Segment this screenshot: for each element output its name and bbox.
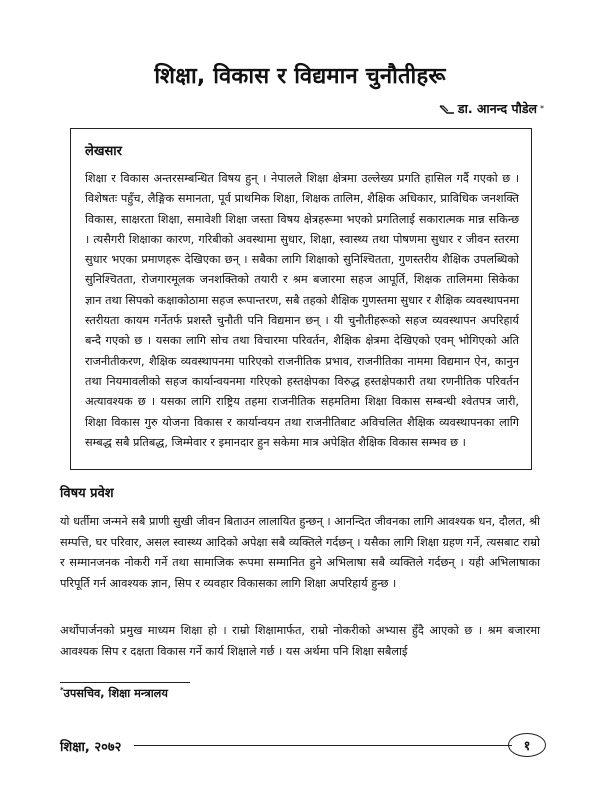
body-paragraph: यो धर्तीमा जन्मने सबै प्राणी सुखी जीवन बिताउन लालायित हुन्छन् । आनन्दित जीवनका लागि आवश्यक धन, दौलत, श्री सम्पत्ति, घर परिवार, असल स्वास्थ्य आदिको अपेक्षा सबै व्यक्तिले गर्दछन् । यसैका लागि शिक्षा ग्रहण गर्ने, त्यसबाट राम्रो र सम्मानजनक नोकरी गर्ने तथा सामाजिक रूपमा सम्मानित हुने अभिलाषा सबै व्यक्तिले गर्दछन् । यही अभिलाषाका परिपूर्ति गर्न आवश्यक ज्ञान, सिप र व्यवहार विकासका लागि शिक्षा अपरिहार्य हुन्छ ।: [60, 515, 540, 590]
abstract-heading: लेखसार: [85, 144, 122, 159]
section-heading-intro: विषय प्रवेश: [60, 486, 114, 501]
page-number-badge: [508, 733, 546, 757]
page-number: १: [523, 739, 531, 754]
author-line: [439, 100, 544, 117]
article-title: शिक्षा, विकास र विद्यमान चुनौतीहरू: [154, 64, 446, 89]
body-paragraph: अर्थोपार्जनको प्रमुख माध्यम शिक्षा हो । राम्रो शिक्षामार्फत, राम्रो नोकरीको अभ्यास हुँदै आएको छ । श्रम बजारमा आवश्यक सिप र दक्षता विकास गर्ने कार्य शिक्षाले गर्छ । यस अर्थमा पनि शिक्षा सबैलाई: [60, 624, 540, 658]
abstract-box: [70, 128, 532, 470]
pen-icon: [439, 103, 455, 115]
footer-journal-name: शिक्षा, २०७२: [60, 740, 122, 755]
footnote-text: उपसचिव, शिक्षा मन्त्रालय: [63, 687, 168, 700]
author-name: डा. आनन्द पौडेल: [457, 101, 537, 116]
footnote-mark: *: [60, 686, 64, 695]
footnote: [60, 686, 168, 701]
abstract-text: शिक्षा र विकास अन्तरसम्बन्धित विषय हुन् । नेपालले शिक्षा क्षेत्रमा उल्लेख्य प्रगति हासिल गर्दै गएको छ । विशेषतः पहुँच, लैङ्गिक समानता, पूर्व प्राथमिक शिक्षा, शिक्षक तालिम, शैक्षिक अधिकार, प्राविधिक जनशक्ति विकास, साक्षरता शिक्षा, समावेशी शिक्षा जस्ता विषय क्षेत्रहरूमा भएको प्रगतिलाई सकारात्मक मान्न सकिन्छ । त्यसैगरी शिक्षाका कारण, गरिबीको अवस्थामा सुधार, शिक्षा, स्वास्थ्य तथा पोषणमा सुधार र जीवन स्तरमा सुधार भएका प्रमाणहरू देखिएका छन् । सबैका लागि शिक्षाको सुनिश्चितता, गुणस्तरीय शैक्षिक उपलब्धिको सुनिश्चितता, रोजगारमूलक जनशक्तिको तयारी र श्रम बजारमा सहज आपूर्ति, शिक्षक तालिममा सिकेका ज्ञान तथा सिपको कक्षाकोठामा सहज रूपान्तरण, सबै तहको शैक्षिक गुणस्तमा सुधार र शैक्षिक व्यवस्थापनमा स्तरीयता कायम गर्नेतर्फ प्रशस्तै चुनौती पनि विद्यमान छन् । यी चुनौतीहरूको सहज व्यवस्थापन अपरिहार्य बन्दै गएको छ । यसका लागि सोच तथा विचारमा परिवर्तन, शैक्षिक क्षेत्रमा देखिएको एवम् भोगिएको अति राजनीतीकरण, शैक्षिक व्यवस्थापनमा पारिएको राजनीतिक प्रभाव, राजनीतिका नाममा विद्यमान ऐन, कानुन तथा नियमावलीको सहज कार्यान्वयनमा गरिएको हस्तक्षेपका विरुद्ध हस्तक्षेपकारी तथा रणनीतिक परिवर्तन अत्यावश्यक छ । यसका लागि राष्ट्रिय तहमा राजनीतिक सहमतिमा शिक्षा विकास सम्बन्धी श्वेतपत्र जारी, शिक्षा विकास गुरु योजना विकास र कार्यान्वयन तथा राजनीतिबाट अविचलित शैक्षिक व्यवस्थापनका लागि सम्बद्ध सबै प्रतिबद्ध, जिम्मेवार र इमानदार हुन सकेमा मात्र अपेक्षित शैक्षिक विकास सम्भव छ ।: [85, 172, 520, 449]
author-footnote-mark: *: [540, 104, 544, 113]
footnote-divider: [60, 682, 190, 683]
footer-divider: [134, 745, 512, 746]
